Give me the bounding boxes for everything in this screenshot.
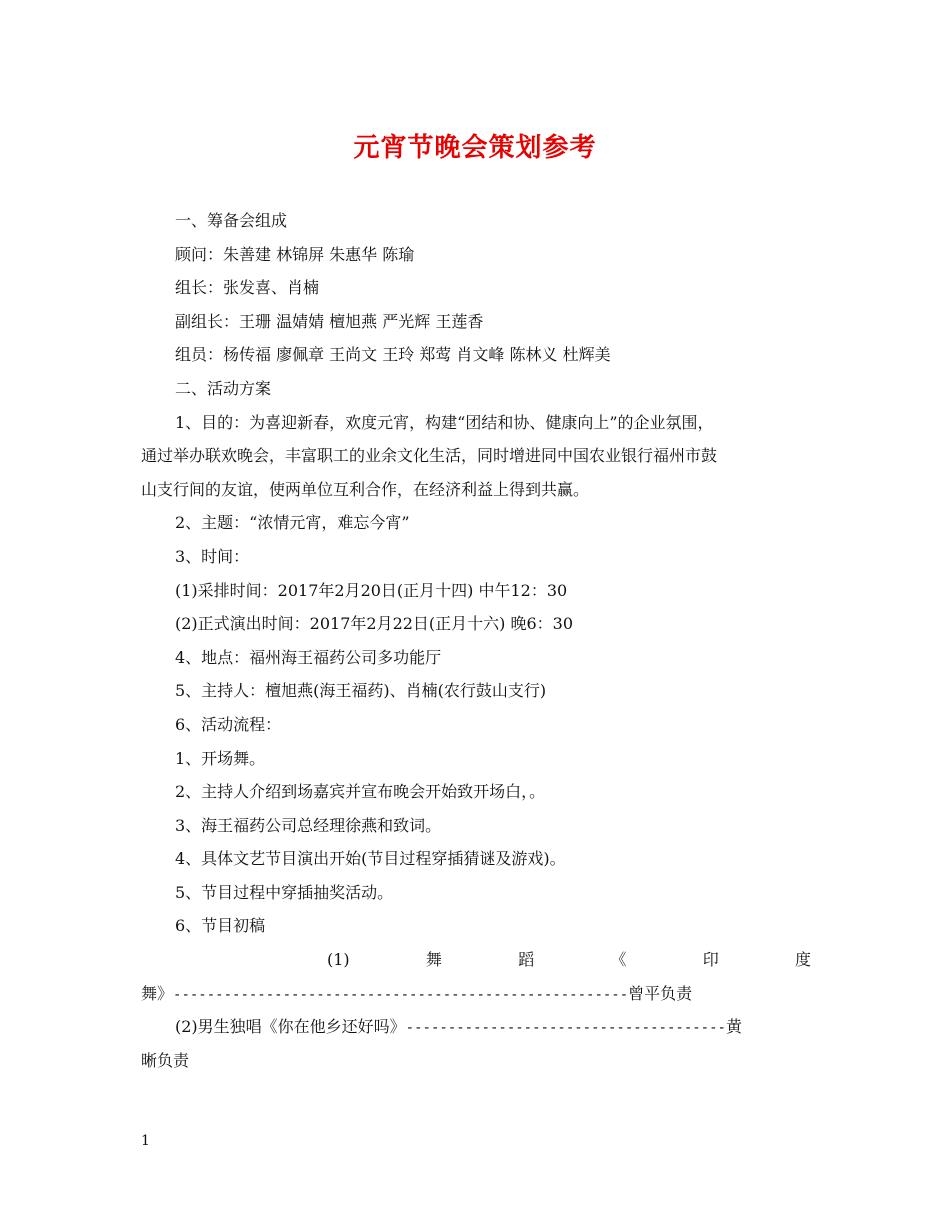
text-fragment: 黄 bbox=[725, 1017, 742, 1037]
paragraph: 顾问：朱善建 林锦屏 朱惠华 陈瑜 bbox=[175, 244, 415, 264]
paragraph: 1、目的：为喜迎新春，欢度元宵，构建“团结和协、健康向上”的企业氛围， bbox=[175, 412, 714, 432]
page-title: 元宵节晚会策划参考 bbox=[353, 133, 597, 163]
text-fragment: 舞》 bbox=[141, 983, 174, 1003]
section-heading: 一、筹备会组成 bbox=[175, 211, 288, 230]
list-item: 3、海王福药公司总经理徐燕和致词。 bbox=[175, 815, 442, 835]
list-item: 5、节目过程中穿插抽奖活动。 bbox=[175, 882, 394, 902]
paragraph: 组长：张发喜、肖楠 bbox=[175, 278, 320, 298]
program-item-justified bbox=[141, 943, 811, 977]
paragraph: (2)正式演出时间：2017年2月22日(正月十六) 晚6：30 bbox=[175, 614, 574, 634]
text-fragment: 度 bbox=[794, 950, 811, 970]
paragraph: (1)采排时间：2017年2月20日(正月十四) 中午12：30 bbox=[175, 580, 568, 600]
paragraph: 6、活动流程： bbox=[175, 714, 282, 734]
dash-leader: -------------------------------------- bbox=[405, 1020, 726, 1037]
paragraph: 4、地点：福州海王福药公司多功能厅 bbox=[175, 647, 442, 667]
list-item: 1、开场舞。 bbox=[175, 748, 266, 768]
text-fragment: 《 bbox=[610, 950, 627, 970]
paragraph: 山支行间的友谊，使两单位互利合作，在经济利益上得到共赢。 bbox=[141, 479, 590, 499]
paragraph: 通过举办联欢晚会，丰富职工的业余文化生活，同时增进同中国农业银行福州市鼓 bbox=[141, 446, 718, 466]
paragraph: 2、主题：“浓情元宵，难忘今宵” bbox=[175, 513, 410, 533]
text-fragment: (1) bbox=[327, 950, 350, 970]
section-heading: 二、活动方案 bbox=[175, 378, 272, 398]
text-fragment: (2)男生独唱《你在他乡还好吗》 bbox=[175, 1017, 406, 1037]
program-item bbox=[141, 1010, 811, 1044]
paragraph: 组员：杨传福 廖佩章 王尚文 王玲 郑莺 肖文峰 陈林义 杜辉美 bbox=[175, 345, 611, 365]
page-number: 1 bbox=[141, 1133, 150, 1149]
dash-leader: ------------------------------------------------------ bbox=[173, 986, 629, 1003]
document-body bbox=[141, 204, 811, 1077]
text-fragment: 蹈 bbox=[518, 950, 535, 970]
paragraph: 副组长：王珊 温婧婧 檀旭燕 严光辉 王莲香 bbox=[175, 311, 484, 331]
paragraph: 3、时间： bbox=[175, 546, 250, 566]
list-item: 4、具体文艺节目演出开始(节目过程穿插猜谜及游戏)。 bbox=[175, 849, 566, 869]
paragraph: 5、主持人：檀旭燕(海王福药)、肖楠(农行鼓山支行) bbox=[175, 681, 547, 701]
program-item bbox=[141, 977, 811, 1011]
list-item: 6、节目初稿 bbox=[175, 916, 266, 936]
list-item: 2、主持人介绍到场嘉宾并宣布晚会开始致开场白，。 bbox=[175, 782, 546, 802]
text-fragment: 舞 bbox=[425, 950, 442, 970]
text-fragment: 印 bbox=[702, 950, 719, 970]
paragraph: 晰负责 bbox=[141, 1050, 190, 1070]
text-fragment: 曾平负责 bbox=[628, 983, 693, 1003]
